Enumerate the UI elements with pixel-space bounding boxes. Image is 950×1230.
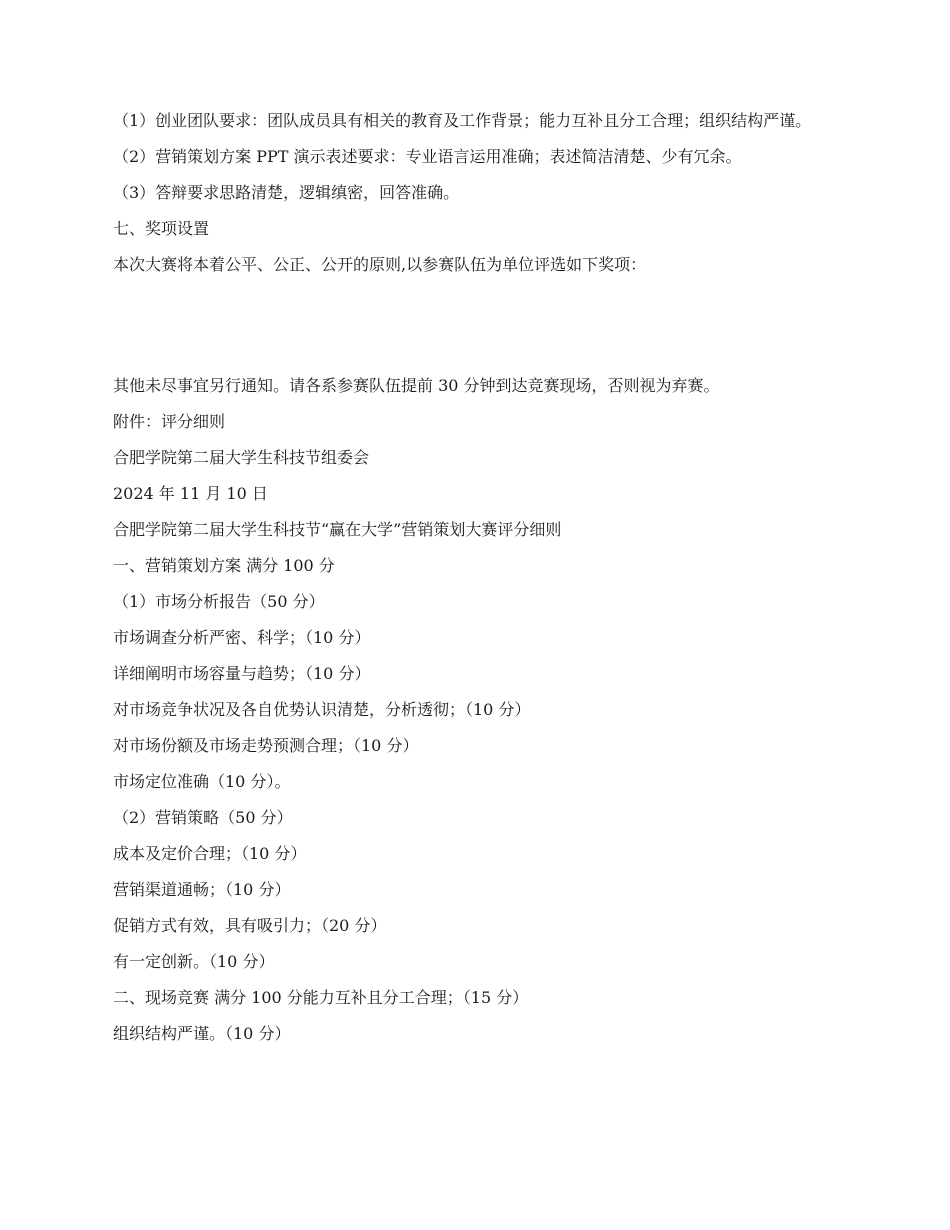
- document-body: [113, 110, 835, 1044]
- awards-intro-paragraph: 本次大赛将本着公平、公正、公开的原则,以参赛队伍为单位评选如下奖项：: [113, 255, 647, 274]
- defense-requirement-paragraph: （3）答辩要求思路清楚，逻辑缜密，回答准确。: [113, 183, 460, 202]
- awards-section-heading: 七、奖项设置: [113, 219, 210, 238]
- organizer-signature: 合肥学院第二届大学生科技节组委会: [113, 448, 370, 467]
- scoring-item: 市场调查分析严密、科学；（10 分）: [113, 628, 371, 647]
- scoring-item: 详细阐明市场容量与趋势；（10 分）: [113, 664, 371, 683]
- scoring-item: 成本及定价合理；（10 分）: [113, 844, 307, 863]
- marketing-plan-section-heading: 一、营销策划方案 满分 100 分: [113, 556, 335, 575]
- scoring-item: 对市场份额及市场走势预测合理；（10 分）: [113, 736, 419, 755]
- market-analysis-subheading: （1）市场分析报告（50 分）: [113, 592, 325, 611]
- scoring-item: 有一定创新。（10 分）: [113, 952, 275, 971]
- document-date: 2024 年 11 月 10 日: [113, 484, 268, 503]
- live-competition-section-heading: 二、现场竞赛 满分 100 分能力互补且分工合理；（15 分）: [113, 988, 529, 1007]
- ppt-requirement-paragraph: （2）营销策划方案 PPT 演示表述要求：专业语言运用准确；表述简洁清楚、少有冗余。: [113, 147, 742, 166]
- scoring-item: 市场定位准确（10 分）。: [113, 772, 291, 791]
- scoring-item: 营销渠道通畅；（10 分）: [113, 880, 291, 899]
- other-matters-paragraph: 其他未尽事宜另行通知。请各系参赛队伍提前 30 分钟到达竞赛现场，否则视为弃赛。: [113, 376, 720, 395]
- scoring-item: 促销方式有效，具有吸引力；（20 分）: [113, 916, 387, 935]
- scoring-rules-title: 合肥学院第二届大学生科技节“赢在大学”营销策划大赛评分细则: [113, 520, 562, 539]
- scoring-item: 对市场竞争状况及各自优势认识清楚，分析透彻；（10 分）: [113, 700, 531, 719]
- marketing-strategy-subheading: （2）营销策略（50 分）: [113, 808, 293, 827]
- attachment-line: 附件：评分细则: [113, 412, 226, 431]
- team-requirement-paragraph: （1）创业团队要求：团队成员具有相关的教育及工作背景；能力互补且分工合理；组织结构严谨。: [113, 111, 812, 130]
- scoring-item: 组织结构严谨。（10 分）: [113, 1024, 291, 1043]
